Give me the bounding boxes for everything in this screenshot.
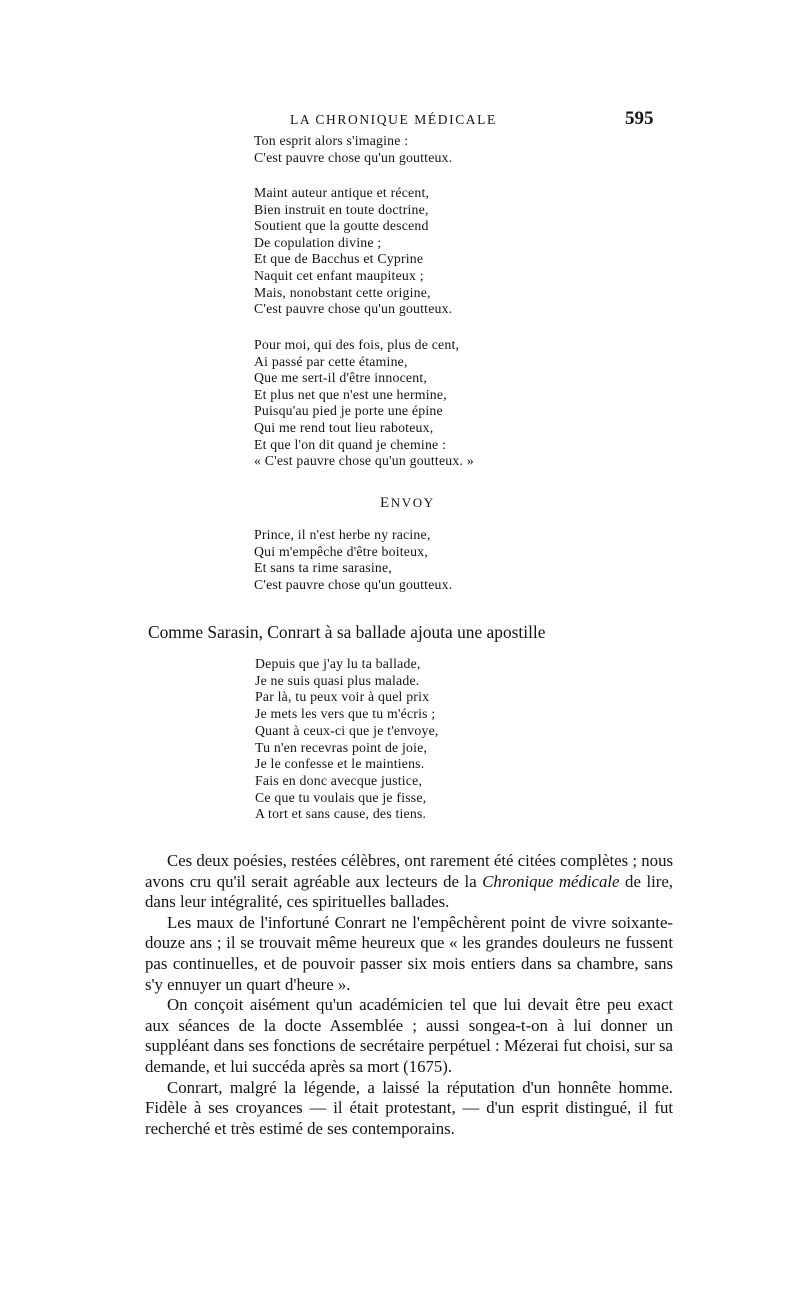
verse-line: Ton esprit alors s'imagine : <box>254 133 409 148</box>
envoy-heading-rest: NVOY <box>390 495 435 510</box>
verse-line: A tort et sans cause, des tiens. <box>255 806 427 822</box>
paragraph-2: Les maux de l'infortuné Conrart ne l'empêchèrent point de vivre soixante-douze ans ; il se trouvait même heureux que « les grandes douleurs ne fussent pas continuelles, et de pouvoir passer six mois entiers dans sa chambre, sans s'y ennuyer un quart d'heure ». <box>145 912 673 994</box>
verse-line: Ai passé par cette étamine, <box>254 353 408 369</box>
paragraph-1-start: Ces deux poésies, restées célèbres, ont rarement été citées complètes ; nous avons cru qu'il serait agréable aux lecteurs de la <box>145 851 673 891</box>
verse-stanza-top <box>254 133 452 166</box>
verse-line: Maint auteur antique et récent, <box>254 185 430 200</box>
lead-sentence: Comme Sarasin, Conrart à sa ballade ajouta une apostille <box>148 622 546 642</box>
verse-line: Je mets les vers que tu m'écris ; <box>255 706 436 722</box>
verse-line: Je ne suis quasi plus malade. <box>255 672 420 688</box>
verse-line: Prince, il n'est herbe ny racine, <box>254 527 431 542</box>
running-head <box>0 110 800 130</box>
page-number: 595 <box>625 108 654 129</box>
verse-line: Je le confesse et le maintiens. <box>255 756 425 772</box>
verse-line: « C'est pauvre chose qu'un goutteux. » <box>254 453 474 469</box>
verse-line: De copulation divine ; <box>254 234 382 250</box>
verse-line: Depuis que j'ay lu ta ballade, <box>255 656 421 671</box>
verse-line: Et sans ta rime sarasine, <box>254 560 392 576</box>
verse-line: Fais en donc avecque justice, <box>255 772 423 788</box>
paragraph-3: On conçoit aisément qu'un académicien tel que lui devait être peu exact aux séances de la docte Assemblée ; aussi songea-t-on à lui donner un suppléant dans ses fonctions de secrétaire perpétuel : Mézerai fut choisi, sur sa demande, et lui succéda après sa mort (1675). <box>145 995 673 1076</box>
paragraph-1-end: de lire, dans leur intégralité, ces spirituelles ballades. <box>145 871 673 912</box>
verse-line: Que me sert-il d'être innocent, <box>254 370 428 386</box>
journal-title-italic: Chronique médicale <box>482 871 620 891</box>
verse-line: Et que de Bacchus et Cyprine <box>254 251 424 267</box>
verse-line: Soutient que la goutte descend <box>254 218 429 234</box>
verse-envoy <box>254 527 452 593</box>
envoy-heading-cap: E <box>380 495 391 511</box>
running-title: LA CHRONIQUE MÉDICALE <box>290 112 497 127</box>
verse-line: Qui me rend tout lieu raboteux, <box>254 419 434 435</box>
verse-apostille <box>255 656 439 823</box>
verse-line: Et que l'on dit quand je chemine : <box>254 436 447 452</box>
verse-line: Bien instruit en toute doctrine, <box>254 201 429 217</box>
verse-line: Naquit cet enfant maupiteux ; <box>254 267 424 283</box>
paragraph-1 <box>145 851 673 913</box>
verse-stanza-2 <box>254 185 452 318</box>
verse-line: Quant à ceux-ci que je t'envoye, <box>255 722 439 738</box>
verse-line: C'est pauvre chose qu'un goutteux. <box>254 149 453 165</box>
verse-line: Ce que tu voulais que je fisse, <box>255 789 427 805</box>
paragraph-4: Conrart, malgré la légende, a laissé la réputation d'un honnête homme. Fidèle à ses croyances — il était protestant, — d'un esprit distingué, il fut recherché et très estimé de ses contemporains. <box>145 1077 673 1138</box>
prose-body <box>145 851 673 1139</box>
verse-line: Mais, nonobstant cette origine, <box>254 284 431 300</box>
verse-line: Pour moi, qui des fois, plus de cent, <box>254 337 460 352</box>
verse-line: C'est pauvre chose qu'un goutteux. <box>254 576 453 592</box>
verse-line: Tu n'en recevras point de joie, <box>255 739 428 755</box>
verse-line: C'est pauvre chose qu'un goutteux. <box>254 301 453 317</box>
verse-stanza-3 <box>254 337 474 470</box>
verse-line: Puisqu'au pied je porte une épine <box>254 403 443 419</box>
verse-line: Et plus net que n'est une hermine, <box>254 386 447 402</box>
verse-line: Par là, tu peux voir à quel prix <box>255 689 430 705</box>
envoy-heading <box>380 494 435 512</box>
verse-line: Qui m'empêche d'être boiteux, <box>254 543 428 559</box>
